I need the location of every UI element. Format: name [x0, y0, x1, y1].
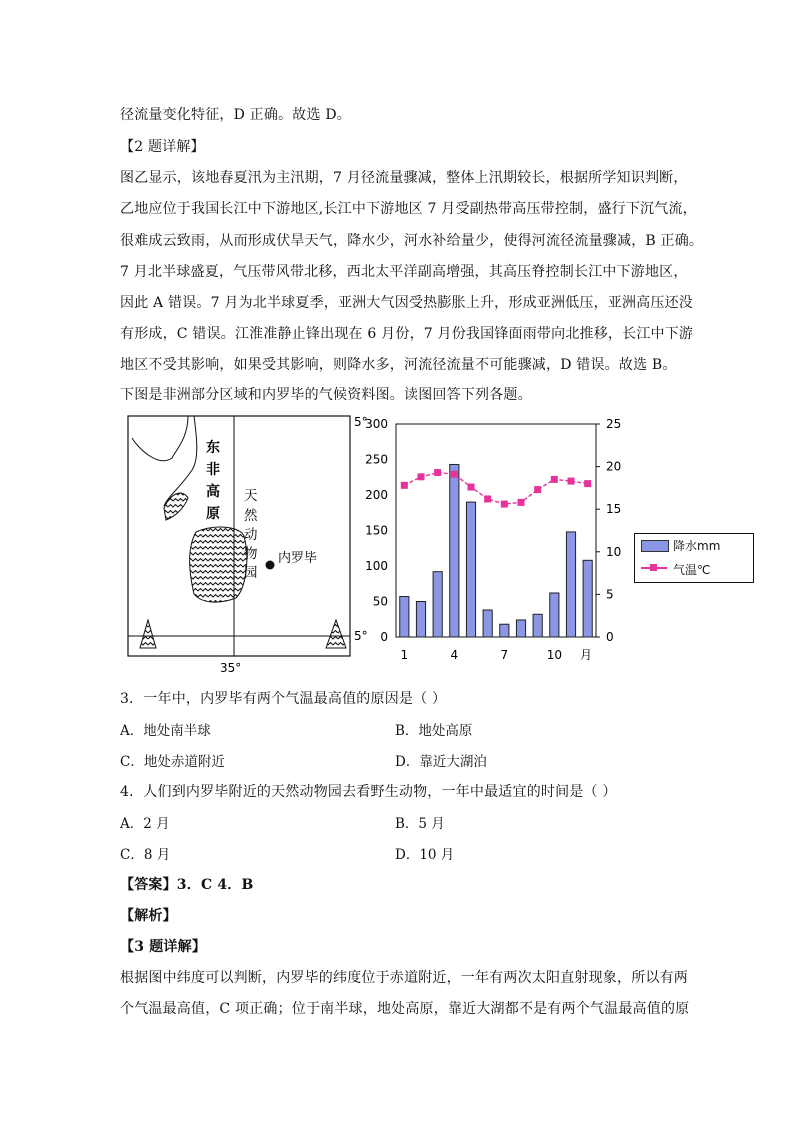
- text-line-3: 图乙显示，该地春夏汛为主汛期，7 月径流量骤减，整体上汛期较长，根据所学知识判断，: [120, 170, 688, 186]
- detail2-title: 【2 题详解】: [120, 139, 205, 155]
- left-tick-label: 150: [365, 523, 388, 538]
- right-tick-label: 15: [606, 502, 622, 517]
- left-tick-label: 250: [365, 452, 388, 467]
- plateau-char-2: 非: [206, 462, 220, 478]
- left-tick-label: 100: [365, 559, 388, 573]
- x-unit-label: 月: [579, 648, 593, 662]
- precip-bar: [433, 572, 442, 637]
- x-tick-label: 7: [500, 648, 509, 662]
- lat-top-label: 5°: [354, 415, 368, 429]
- left-tick-label: 0: [380, 630, 388, 644]
- text-line-1: 径流量变化特征，D 正确。故选 D。: [120, 107, 351, 123]
- temp-point: [401, 482, 408, 489]
- right-tick-label: 25: [606, 417, 622, 431]
- temp-point: [501, 501, 508, 508]
- q3-option-d: D．靠近大湖泊: [395, 754, 487, 770]
- temp-point: [434, 469, 441, 476]
- legend-precip-label: 降水mm: [673, 539, 721, 553]
- precip-bar: [466, 502, 475, 637]
- detail3-title: 【3 题详解】: [120, 939, 207, 955]
- precip-bar: [566, 532, 575, 637]
- text-line-7: 因此 A 错误。7 月为北半球夏季，亚洲大气因受热膨胀上升，形成亚洲低压，亚洲高压还没: [120, 295, 693, 311]
- analysis-title: 【解析】: [120, 908, 177, 924]
- detail3-line-2: 个气温最高值，C 项正确；位于南半球，地处高原，靠近大湖都不是有两个气温最高值的原: [120, 1001, 690, 1017]
- q4-option-c: C．8 月: [120, 847, 171, 863]
- answer-line: 【答案】3．C 4．B: [120, 877, 254, 893]
- question-3-stem: 3．一年中，内罗毕有两个气温最高值的原因是（ ）: [120, 691, 447, 707]
- figure-intro: 下图是非洲部分区域和内罗毕的气候资料图。读图回答下列各题。: [120, 387, 532, 403]
- temp-point: [451, 471, 458, 478]
- city-label: 内罗毕: [278, 551, 318, 566]
- q3-option-c: C．地处赤道附近: [120, 754, 225, 770]
- q4-option-d: D．10 月: [395, 847, 455, 863]
- legend-precip-swatch: [641, 540, 669, 552]
- plateau-char-1: 东: [206, 440, 220, 456]
- temp-point: [584, 480, 591, 487]
- right-tick-label: 0: [606, 630, 614, 644]
- temp-point: [518, 499, 525, 506]
- right-tick-label: 5: [606, 587, 614, 602]
- figure-svg: [118, 408, 638, 678]
- lake-victoria: [190, 527, 247, 602]
- precip-bar: [583, 560, 592, 637]
- climate-chart: [365, 417, 621, 662]
- temp-point: [534, 486, 541, 493]
- precip-bar: [550, 593, 559, 637]
- precip-bar: [400, 597, 409, 637]
- x-tick-label: 10: [546, 648, 562, 662]
- left-tick-label: 50: [372, 594, 388, 609]
- precip-bar: [450, 464, 459, 637]
- text-line-5: 很难成云致雨，从而形成伏旱天气，降水少，河水补给量少，使得河流径流量骤减，B 正确。: [120, 233, 704, 249]
- q3-option-a: A．地处南半球: [120, 723, 211, 739]
- chart-legend: [634, 533, 754, 583]
- legend-temp-label: 气温℃: [673, 563, 711, 577]
- text-line-6: 7 月北半球盛夏，气压带风带北移，西北太平洋副高增强，其高压脊控制长江中下游地区，: [120, 264, 688, 280]
- lat-bottom-label: 5°: [354, 629, 368, 643]
- temp-point: [418, 473, 425, 480]
- nairobi-dot: [266, 561, 275, 570]
- park-char-4: 物: [244, 546, 258, 562]
- text-line-8: 有形成，C 错误。江淮准静止锋出现在 6 月份，7 月份我国锋面雨带向北推移，长江中下游: [120, 326, 694, 342]
- x-tick-label: 4: [450, 648, 459, 662]
- left-tick-label: 200: [365, 488, 388, 502]
- text-line-9: 地区不受其影响，如果受其影响，则降水多，河流径流量不可能骤减，D 错误。故选 B。: [120, 357, 677, 373]
- precip-bar: [416, 602, 425, 638]
- q3-option-b: B．地处高原: [395, 723, 473, 739]
- text-line-4: 乙地应位于我国长江中下游地区,长江中下游地区 7 月受副热带高压带控制，盛行下沉气流，: [120, 201, 697, 217]
- plateau-char-3: 高: [206, 484, 220, 500]
- park-char-5: 园: [244, 565, 258, 581]
- map: [128, 415, 368, 675]
- question-4-stem: 4．人们到内罗毕附近的天然动物园去看野生动物，一年中最适宜的时间是（ ）: [120, 784, 617, 800]
- legend-temp-marker: [650, 564, 657, 571]
- precip-bar: [533, 614, 542, 637]
- right-tick-label: 10: [606, 544, 622, 559]
- temp-point: [484, 495, 491, 502]
- x-tick-label: 1: [400, 648, 409, 662]
- temp-point: [468, 484, 475, 491]
- park-char-1: 天: [244, 488, 258, 504]
- precip-bar: [516, 620, 525, 637]
- q4-option-b: B．5 月: [395, 816, 445, 832]
- park-char-2: 然: [244, 508, 258, 524]
- plateau-char-4: 原: [206, 506, 220, 522]
- precip-bar: [500, 624, 509, 637]
- precip-bar: [483, 610, 492, 637]
- figure: [118, 408, 638, 678]
- temp-point: [551, 476, 558, 483]
- right-tick-label: 20: [606, 459, 622, 474]
- detail3-line-1: 根据图中纬度可以判断，内罗毕的纬度位于赤道附近，一年有两次太阳直射现象，所以有两: [120, 970, 688, 986]
- q4-option-a: A．2 月: [120, 816, 170, 832]
- temp-point: [568, 478, 575, 485]
- left-tick-label: 300: [365, 417, 388, 431]
- park-char-3: 动: [244, 527, 258, 543]
- lon-label: 35°: [220, 661, 242, 675]
